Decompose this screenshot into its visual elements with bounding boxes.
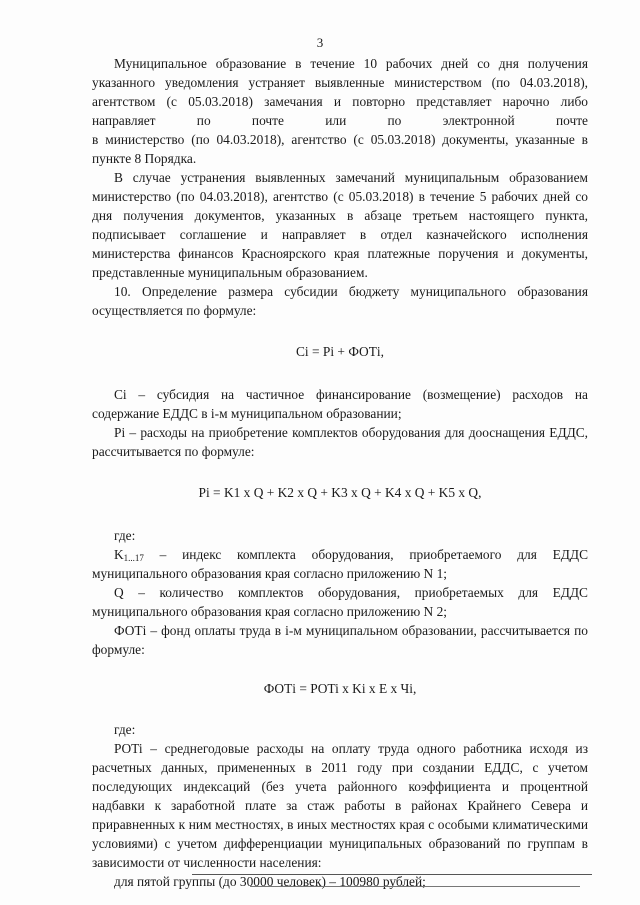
formula-fot: ФОТi = POTi x Ki x E x Чi, (263, 681, 417, 696)
definition-ci: Ci – субсидия на частичное финансирование (возмещение) расходов на содержание ЕДДС в i-м муниципальном образовании; (92, 387, 588, 421)
paragraph-resubmission: Муниципальное образование в течение 10 рабочих дней со дня получения указанного уведомления устраняет выявленные министерством (по 04.03.2018), агентством (с 05.03.2018) замечания и повторно представляет нарочно либо направляет по почте или по электронной почте (92, 56, 588, 128)
scan-edge-line-2 (250, 886, 580, 887)
paragraph-resubmission-end: в министерство (по 04.03.2018), агентство (с 05.03.2018) документы, указанные в пункте 8 Порядка. (92, 132, 588, 166)
where-label-2: где: (114, 722, 136, 737)
definition-pi: Pi – расходы на приобретение комплектов оборудования для дооснащения ЕДДС, рассчитывается по формуле: (92, 425, 588, 459)
document-body (92, 54, 588, 891)
scan-edge-line (192, 874, 592, 875)
k-symbol: K (114, 547, 124, 562)
k-subscript: 1...17 (123, 553, 144, 563)
where-label-1: где: (114, 528, 136, 543)
definition-k (92, 545, 588, 583)
paragraph-agreement: В случае устранения выявленных замечаний муниципальным образованием министерство (по 04.03.2018), агентство (с 05.03.2018) в течение 5 рабочих дней со дня получения документов, указанных в абзаце третьем настоящего пункта, подписывает соглашение и направляет в отдел казначейского исполнения министерства финансов Красноярского края платежные поручения и документы, представленные муниципальным образованием. (92, 170, 588, 280)
paragraph-subsidy-size: 10. Определение размера субсидии бюджету муниципального образования осуществляется по формуле: (92, 284, 588, 318)
formula-ci: Ci = Pi + ФОТi, (296, 344, 384, 359)
definition-k-text: – индекс комплекта оборудования, приобретаемого для ЕДДС муниципального образования края согласно приложению N 1; (92, 547, 588, 581)
page-number: 3 (316, 35, 324, 50)
formula-pi: Pi = K1 x Q + K2 x Q + K3 x Q + K4 x Q + K5 x Q, (198, 485, 482, 500)
definition-pot: POTi – среднегодовые расходы на оплату труда одного работника исходя из расчетных данных, примененных в 2011 году при создании ЕДДС, с учетом последующих индексаций (без учета районного коэффициента и процентной надбавки к заработной плате за стаж работы в районах Крайнего Севера и приравненных к ним местностях, в иных местностях края с особыми климатическими условиями) с учетом дифференциации муниципальных образований по группам в зависимости от численности населения: (92, 741, 588, 870)
group-five-amount: для пятой группы (до 30000 человек) – 100980 рублей; (114, 874, 426, 889)
definition-q: Q – количество комплектов оборудования, приобретаемых для ЕДДС муниципального образования края согласно приложению N 2; (92, 585, 588, 619)
definition-fot: ФОТi – фонд оплаты труда в i-м муниципальном образовании, рассчитывается по формуле: (92, 623, 588, 657)
